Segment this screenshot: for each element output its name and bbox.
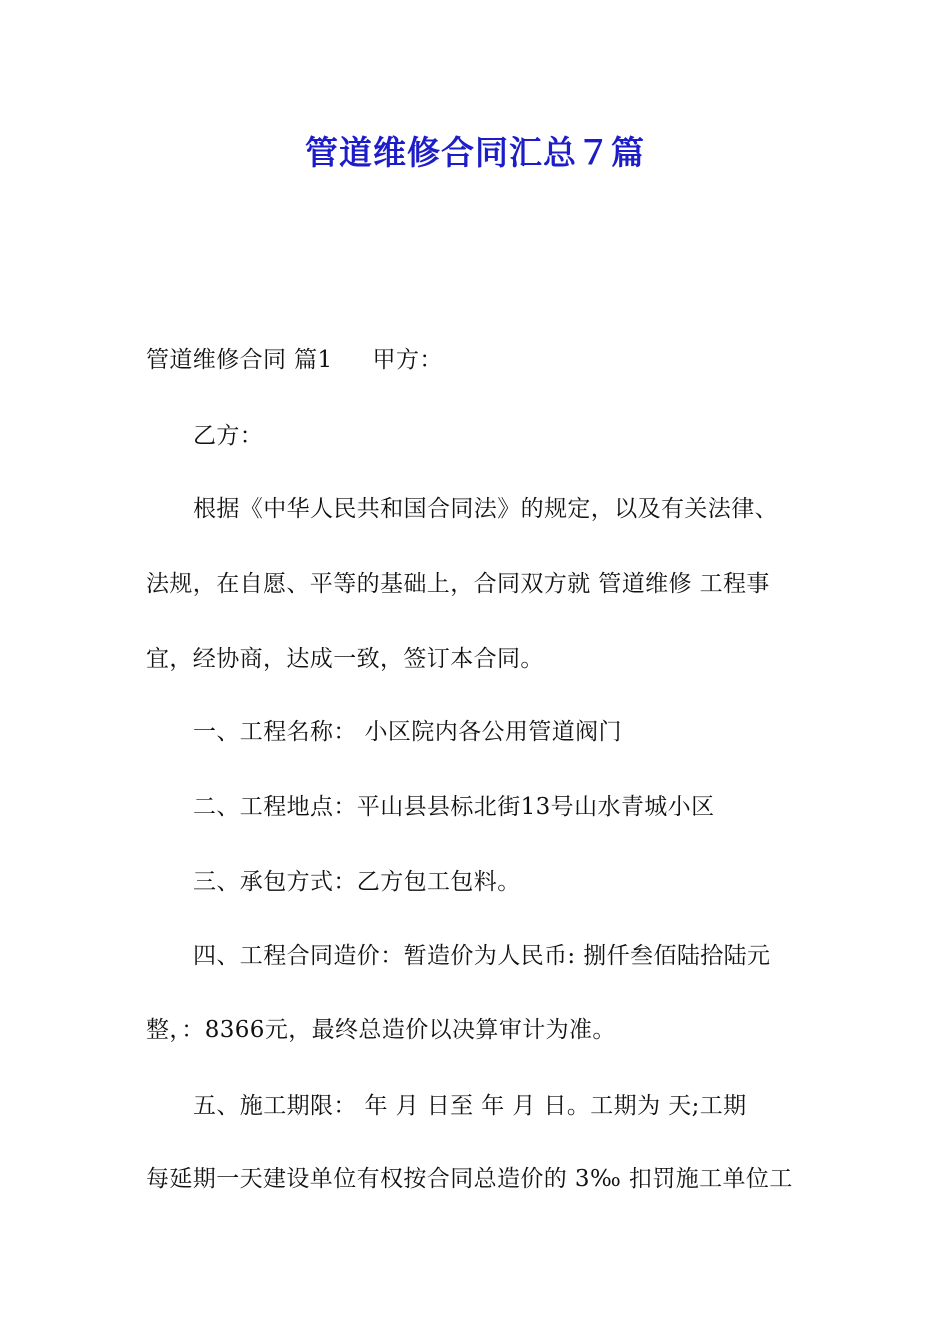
clause-construction-period: 五、施工期限： 年 月 日至 年 月 日。工期为 天;工期 <box>193 1093 747 1119</box>
clause-contract-method: 三、承包方式：乙方包工包料。 <box>193 869 521 895</box>
clause-project-location: 二、工程地点：平山县县标北街13号山水青城小区 <box>193 794 715 820</box>
document-title: 管道维修合同汇总７篇 <box>305 133 645 172</box>
clause-contract-price: 四、工程合同造价：暂造价为人民币: 捌仟叁佰陆拾陆元 <box>193 943 771 969</box>
paragraph-line: 宜，经协商，达成一致，签订本合同。 <box>146 646 544 672</box>
clause-project-name: 一、工程名称： 小区院内各公用管道阀门 <box>193 719 622 745</box>
paragraph-line: 整，：8366元，最终总造价以决算审计为准。 <box>146 1017 616 1043</box>
section-heading: 管道维修合同 篇1 <box>146 347 333 373</box>
paragraph-line: 根据《中华人民共和国合同法》的规定，以及有关法律、 <box>193 496 778 522</box>
party-a-label: 甲方： <box>372 347 443 373</box>
party-b-label: 乙方： <box>193 423 264 449</box>
paragraph-line: 法规，在自愿、平等的基础上，合同双方就 管道维修 工程事 <box>146 571 770 597</box>
paragraph-line: 每延期一天建设单位有权按合同总造价的 3‰ 扣罚施工单位工 <box>146 1166 793 1192</box>
heading-line <box>146 345 806 375</box>
